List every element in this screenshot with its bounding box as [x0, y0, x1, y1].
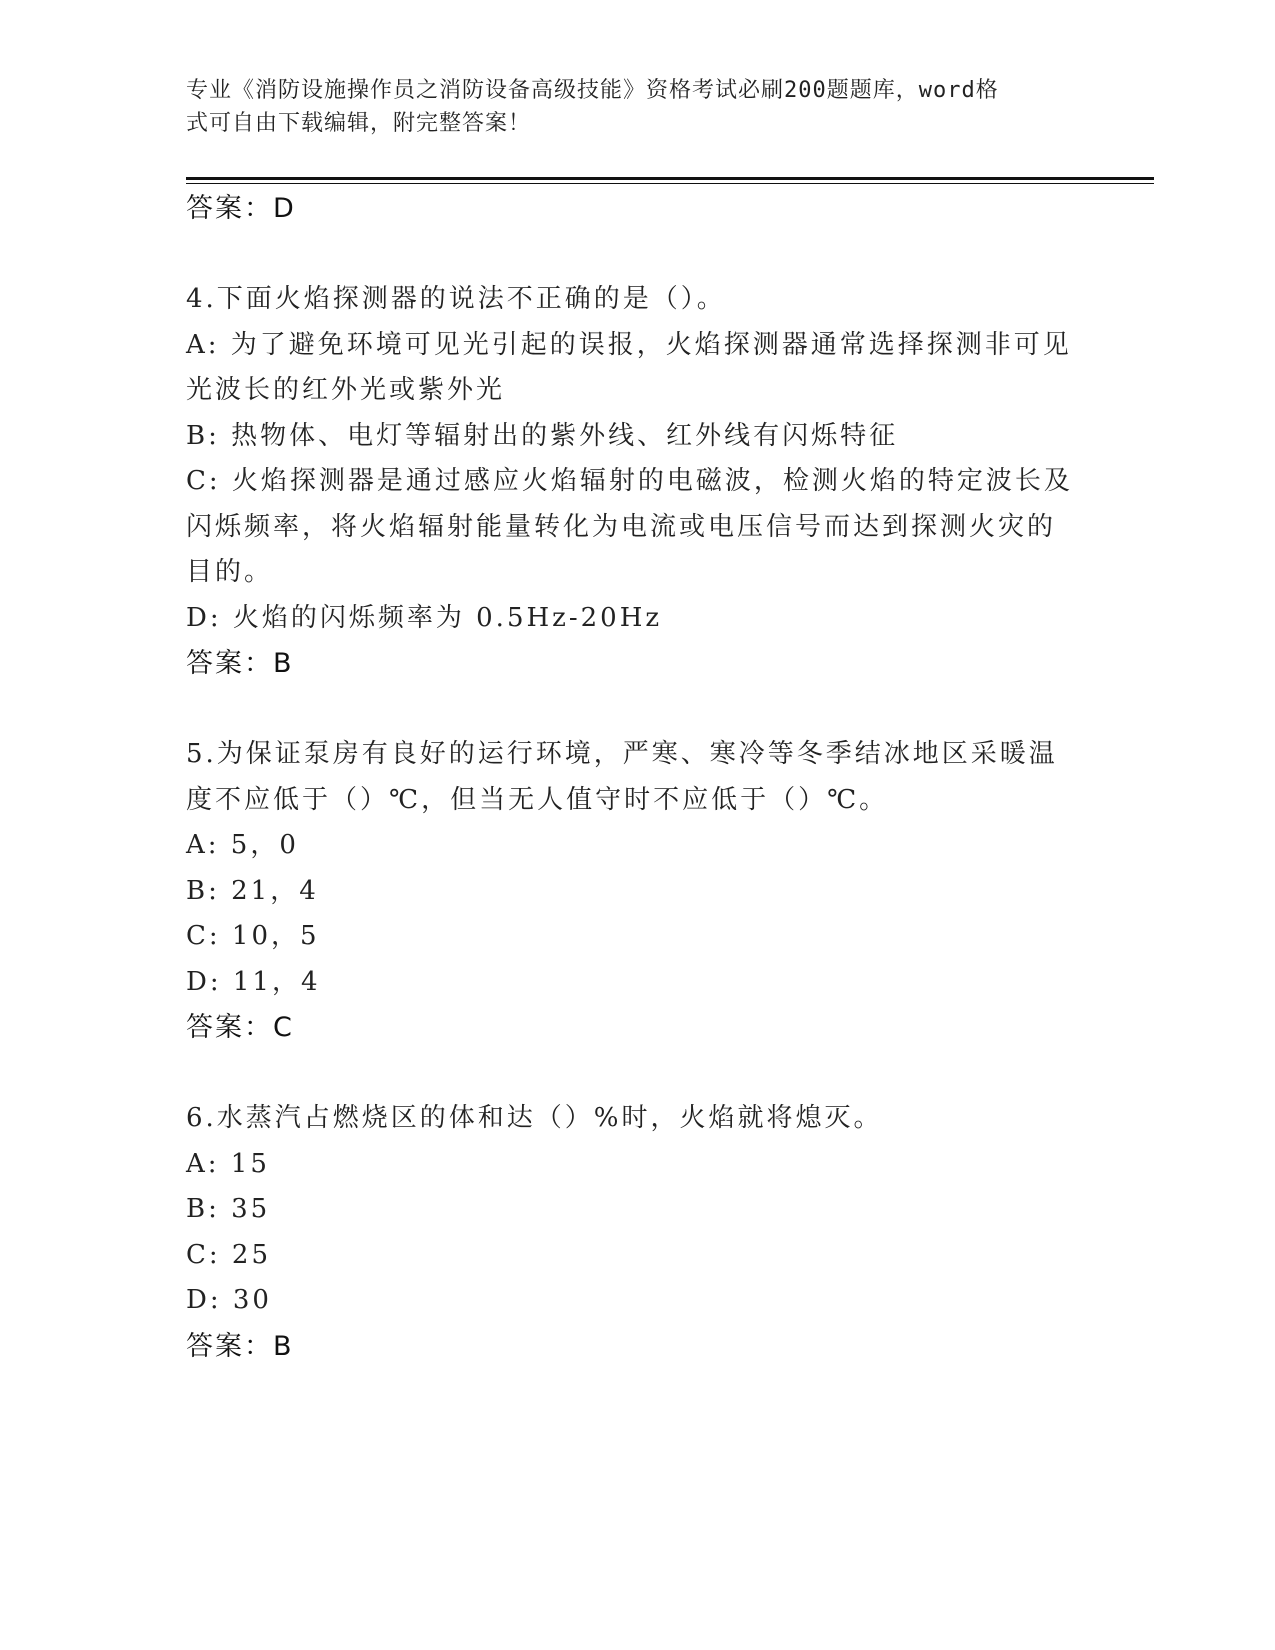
option-d: D: 30: [186, 1285, 272, 1315]
previous-answer: 答案：D: [186, 193, 296, 224]
header-line-1: 专业《消防设施操作员之消防设备高级技能》资格考试必刷200题题库，word格: [186, 78, 999, 103]
option-c: C: 25: [186, 1239, 272, 1270]
document-header: [186, 74, 1066, 140]
header-line-2: 式可自由下载编辑，附完整答案！: [186, 111, 532, 136]
question-6: [186, 1096, 1086, 1369]
question-stem: 6.水蒸汽占燃烧区的体和达（）%时，火焰就将熄灭。: [186, 1103, 883, 1133]
option-c: C: 火焰探测器是通过感应火焰辐射的电磁波，检测火焰的特定波长及: [186, 466, 1073, 496]
option-c-cont: 目的。: [186, 557, 274, 587]
option-a: A: 5，0: [186, 830, 299, 860]
option-c: C: 10，5: [186, 921, 320, 951]
question-4: [186, 277, 1086, 687]
option-a: A: 15: [186, 1148, 270, 1179]
answer: 答案：B: [186, 1330, 294, 1362]
question-stem: 5.为保证泵房有良好的运行环境，严寒、寒冷等冬季结冰地区采暖温: [186, 739, 1058, 769]
header-rule-thin: [186, 183, 1154, 184]
option-a: A: 为了避免环境可见光引起的误报，火焰探测器通常选择探测非可见: [186, 329, 1072, 360]
spacer: [186, 1051, 1086, 1097]
question-stem: 4.下面火焰探测器的说法不正确的是（）。: [186, 284, 726, 314]
spacer: [186, 232, 1086, 278]
option-a-cont: 光波长的红外光或紫外光: [186, 375, 506, 405]
option-b: B: 热物体、电灯等辐射出的紫外线、红外线有闪烁特征: [186, 420, 899, 451]
question-stem-cont: 度不应低于（）℃，但当无人值守时不应低于（）℃。: [186, 784, 889, 815]
header-rule-thick: [186, 177, 1154, 180]
option-b: B: 21，4: [186, 875, 319, 906]
option-d: D: 火焰的闪烁频率为 0.5Hz-20Hz: [186, 602, 663, 633]
document-body: [186, 186, 1086, 1369]
option-c-cont: 闪烁频率，将火焰辐射能量转化为电流或电压信号而达到探测火灾的: [186, 511, 1057, 542]
answer: 答案：C: [186, 1012, 294, 1043]
option-d: D: 11，4: [186, 966, 321, 997]
question-5: [186, 732, 1086, 1051]
answer: 答案：B: [186, 648, 294, 679]
option-b: B: 35: [186, 1194, 271, 1224]
spacer: [186, 687, 1086, 733]
